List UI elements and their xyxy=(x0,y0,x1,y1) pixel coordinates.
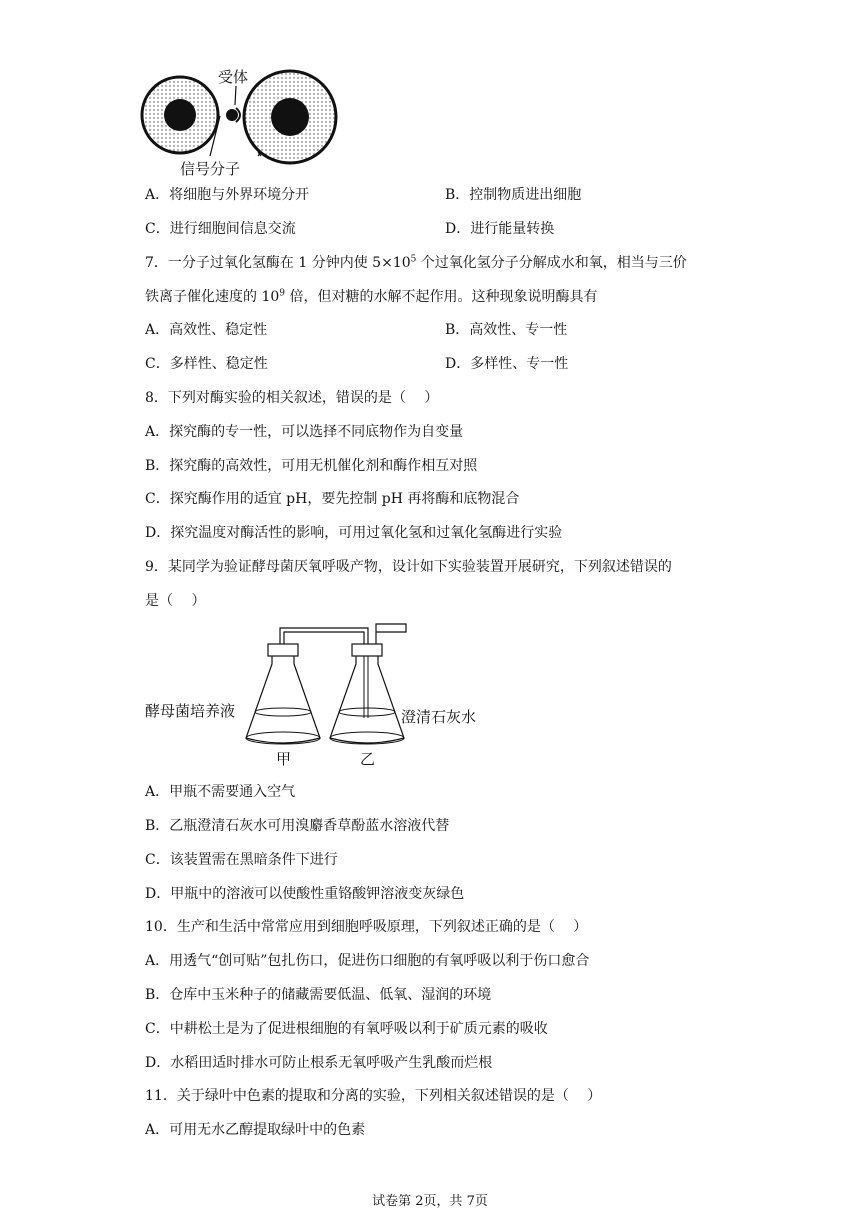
q9-option-b: B．乙瓶澄清石灰水可用溴麝香草酚蓝水溶液代替 xyxy=(145,818,450,834)
q8-option-d: D．探究温度对酶活性的影响，可用过氧化氢和过氧化氢酶进行实验 xyxy=(145,525,563,541)
q7-stem-line1: 7．一分子过氧化氢酶在 1 分钟内使 $5\times 10^5$ 个过氧化氢分子分解成水和氧，相当与三价 xyxy=(145,254,687,271)
q11-stem: 11．关于绿叶中色素的提取和分离的实验，下列相关叙述错误的是（ ） xyxy=(145,1088,602,1104)
cell-signaling-figure xyxy=(140,60,360,180)
q8-option-a: A．探究酶的专一性，可以选择不同底物作为自变量 xyxy=(145,424,464,440)
left-nucleus xyxy=(164,99,196,131)
q10-stem: 10．生产和生活中常常应用到细胞呼吸原理，下列叙述正确的是（ ） xyxy=(145,919,588,935)
q11-option-a: A．可用无水乙醇提取绿叶中的色素 xyxy=(145,1122,366,1138)
q7-option-d: D．多样性、专一性 xyxy=(445,356,569,372)
q7-option-c: C．多样性、稳定性 xyxy=(145,356,268,372)
q6-option-a: A．将细胞与外界环境分开 xyxy=(145,187,310,203)
flask-jia-label: 甲 xyxy=(276,750,292,768)
signal-molecule xyxy=(226,109,238,121)
q9-stem-line1: 9．某同学为验证酵母菌厌氧呼吸产物，设计如下实验装置开展研究，下列叙述错误的 xyxy=(145,559,672,575)
q7-option-b: B．高效性、专一性 xyxy=(445,322,568,338)
q10-option-c: C．中耕松土是为了促进根细胞的有氧呼吸以利于矿质元素的吸收 xyxy=(145,1021,548,1037)
q9-stem-line2: 是（ ） xyxy=(145,593,206,609)
q8-option-b: B．探究酶的高效性，可用无机催化剂和酶作相互对照 xyxy=(145,458,478,474)
q8-option-c: C．探究酶作用的适宜 pH，要先控制 pH 再将酶和底物混合 xyxy=(145,491,520,507)
yeast-culture-label: 酵母菌培养液 xyxy=(145,702,236,720)
q10-option-b: B．仓库中玉米种子的储藏需要低温、低氧、湿润的环境 xyxy=(145,987,492,1003)
q10-option-a: A．用透气“创可贴”包扎伤口，促进伤口细胞的有氧呼吸以利于伤口愈合 xyxy=(145,953,590,969)
q10-option-d: D．水稻田适时排水可防止根系无氧呼吸产生乳酸而烂根 xyxy=(145,1055,493,1071)
page-footer: 试卷第 2页，共 7页 xyxy=(372,1194,488,1209)
q6-option-b: B．控制物质进出细胞 xyxy=(445,187,582,203)
q6-option-d: D．进行能量转换 xyxy=(445,221,555,237)
q9-option-a: A．甲瓶不需要通入空气 xyxy=(145,784,296,800)
flask-yi-label: 乙 xyxy=(360,750,376,768)
receptor-label: 受体 xyxy=(218,68,249,86)
q6-option-c: C．进行细胞间信息交流 xyxy=(145,221,296,237)
flask-apparatus-figure xyxy=(240,620,420,760)
q9-option-d: D．甲瓶中的溶液可以使酸性重铬酸钾溶液变灰绿色 xyxy=(145,886,465,902)
q9-option-c: C．该装置需在黑暗条件下进行 xyxy=(145,852,338,868)
signal-molecule-label: 信号分子 xyxy=(180,160,241,178)
q8-stem: 8．下列对酶实验的相关叙述，错误的是（ ） xyxy=(145,390,439,406)
limewater-label: 澄清石灰水 xyxy=(401,708,477,726)
q7-option-a: A．高效性、稳定性 xyxy=(145,322,268,338)
right-nucleus xyxy=(271,98,309,136)
q7-stem-line2: 铁离子催化速度的 $10^9$ 倍，但对糖的水解不起作用。这种现象说明酶具有 xyxy=(145,288,598,305)
